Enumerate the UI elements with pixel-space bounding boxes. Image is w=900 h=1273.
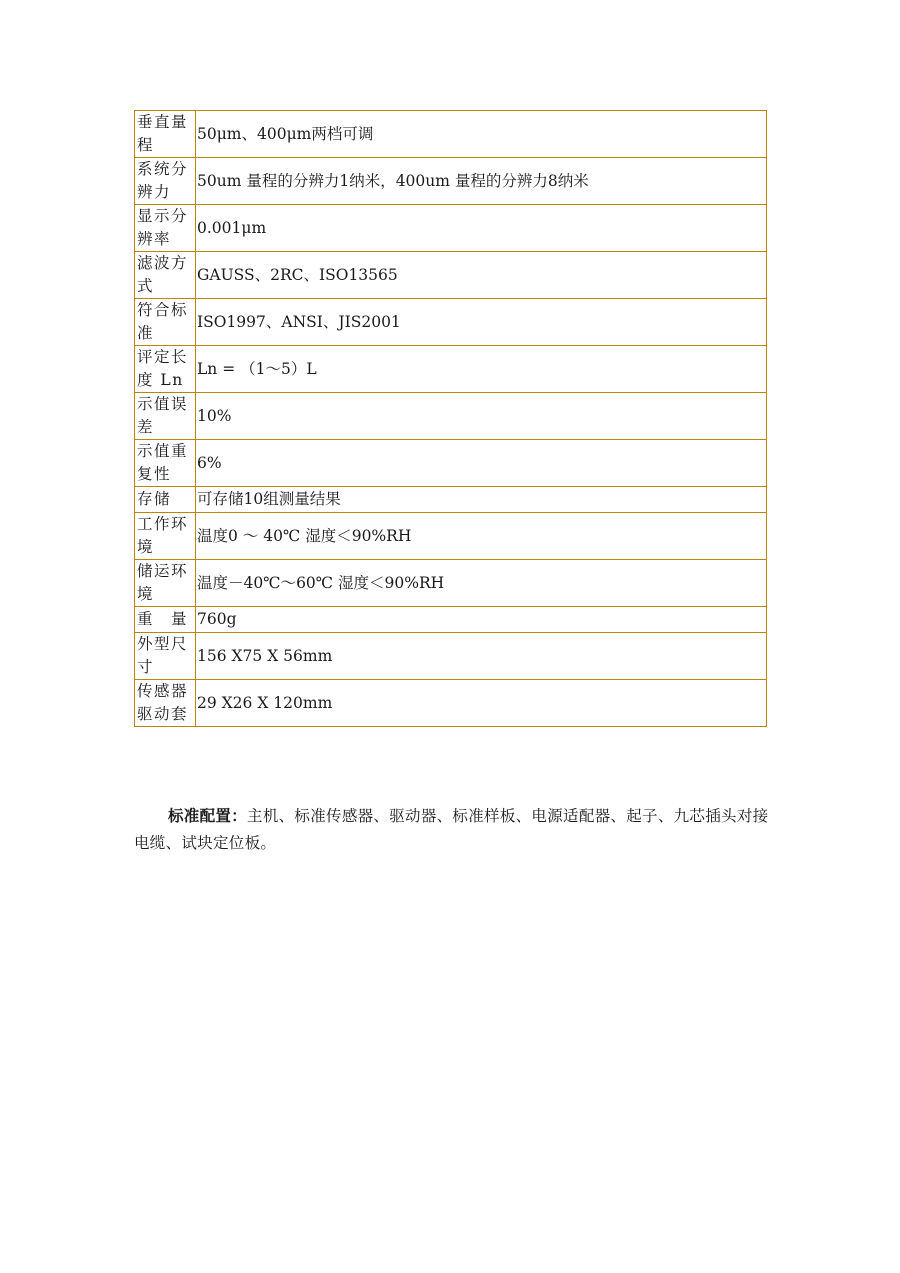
spec-value: 760g bbox=[196, 607, 767, 633]
table-row bbox=[135, 487, 767, 513]
spec-label: 传感器驱动套 bbox=[135, 680, 196, 727]
table-row bbox=[135, 158, 767, 205]
table-row bbox=[135, 680, 767, 727]
table-row bbox=[135, 205, 767, 252]
standard-config-title: 标准配置： bbox=[168, 805, 248, 825]
spec-value: 50μm、400μm两档可调 bbox=[196, 111, 767, 158]
table-row bbox=[135, 252, 767, 299]
spec-value: 50um 量程的分辨力1纳米，400um 量程的分辨力8纳米 bbox=[196, 158, 767, 205]
spec-value: Ln = （1～5）L bbox=[196, 346, 767, 393]
spec-value: 0.001μm bbox=[196, 205, 767, 252]
table-row bbox=[135, 393, 767, 440]
spec-value: ISO1997、ANSI、JIS2001 bbox=[196, 299, 767, 346]
spec-label: 工作环境 bbox=[135, 513, 196, 560]
spec-value: GAUSS、2RC、ISO13565 bbox=[196, 252, 767, 299]
spec-value: 温度－40℃～60℃ 湿度＜90%RH bbox=[196, 560, 767, 607]
spec-label: 系统分辨力 bbox=[135, 158, 196, 205]
spec-label: 储运环境 bbox=[135, 560, 196, 607]
spec-value: 温度0 ～ 40℃ 湿度＜90%RH bbox=[196, 513, 767, 560]
table-row bbox=[135, 607, 767, 633]
spec-label: 示值重复性 bbox=[135, 440, 196, 487]
standard-config-paragraph bbox=[134, 802, 770, 857]
spec-label: 滤波方式 bbox=[135, 252, 196, 299]
table-row bbox=[135, 111, 767, 158]
table-row bbox=[135, 346, 767, 393]
spec-label: 显示分辨率 bbox=[135, 205, 196, 252]
spec-value: 可存储10组测量结果 bbox=[196, 487, 767, 513]
spec-value: 156 X75 X 56mm bbox=[196, 633, 767, 680]
spec-value: 10% bbox=[196, 393, 767, 440]
table-row bbox=[135, 633, 767, 680]
spec-table bbox=[134, 110, 767, 727]
standard-config-text: 主机、标准传感器、驱动器、标准样板、电源适配器、起子、九芯插头对接电缆、试块定位板。 bbox=[134, 806, 769, 852]
table-row bbox=[135, 560, 767, 607]
table-row bbox=[135, 299, 767, 346]
spec-value: 29 X26 X 120mm bbox=[196, 680, 767, 727]
spec-label: 存储 bbox=[135, 487, 196, 513]
spec-label: 重 量 bbox=[135, 607, 196, 633]
spec-label: 外型尺寸 bbox=[135, 633, 196, 680]
table-row bbox=[135, 440, 767, 487]
spec-label: 示值误差 bbox=[135, 393, 196, 440]
table-row bbox=[135, 513, 767, 560]
spec-label: 垂直量程 bbox=[135, 111, 196, 158]
spec-value: 6% bbox=[196, 440, 767, 487]
spec-label: 符合标准 bbox=[135, 299, 196, 346]
spec-label: 评定长度 Ln bbox=[135, 346, 196, 393]
